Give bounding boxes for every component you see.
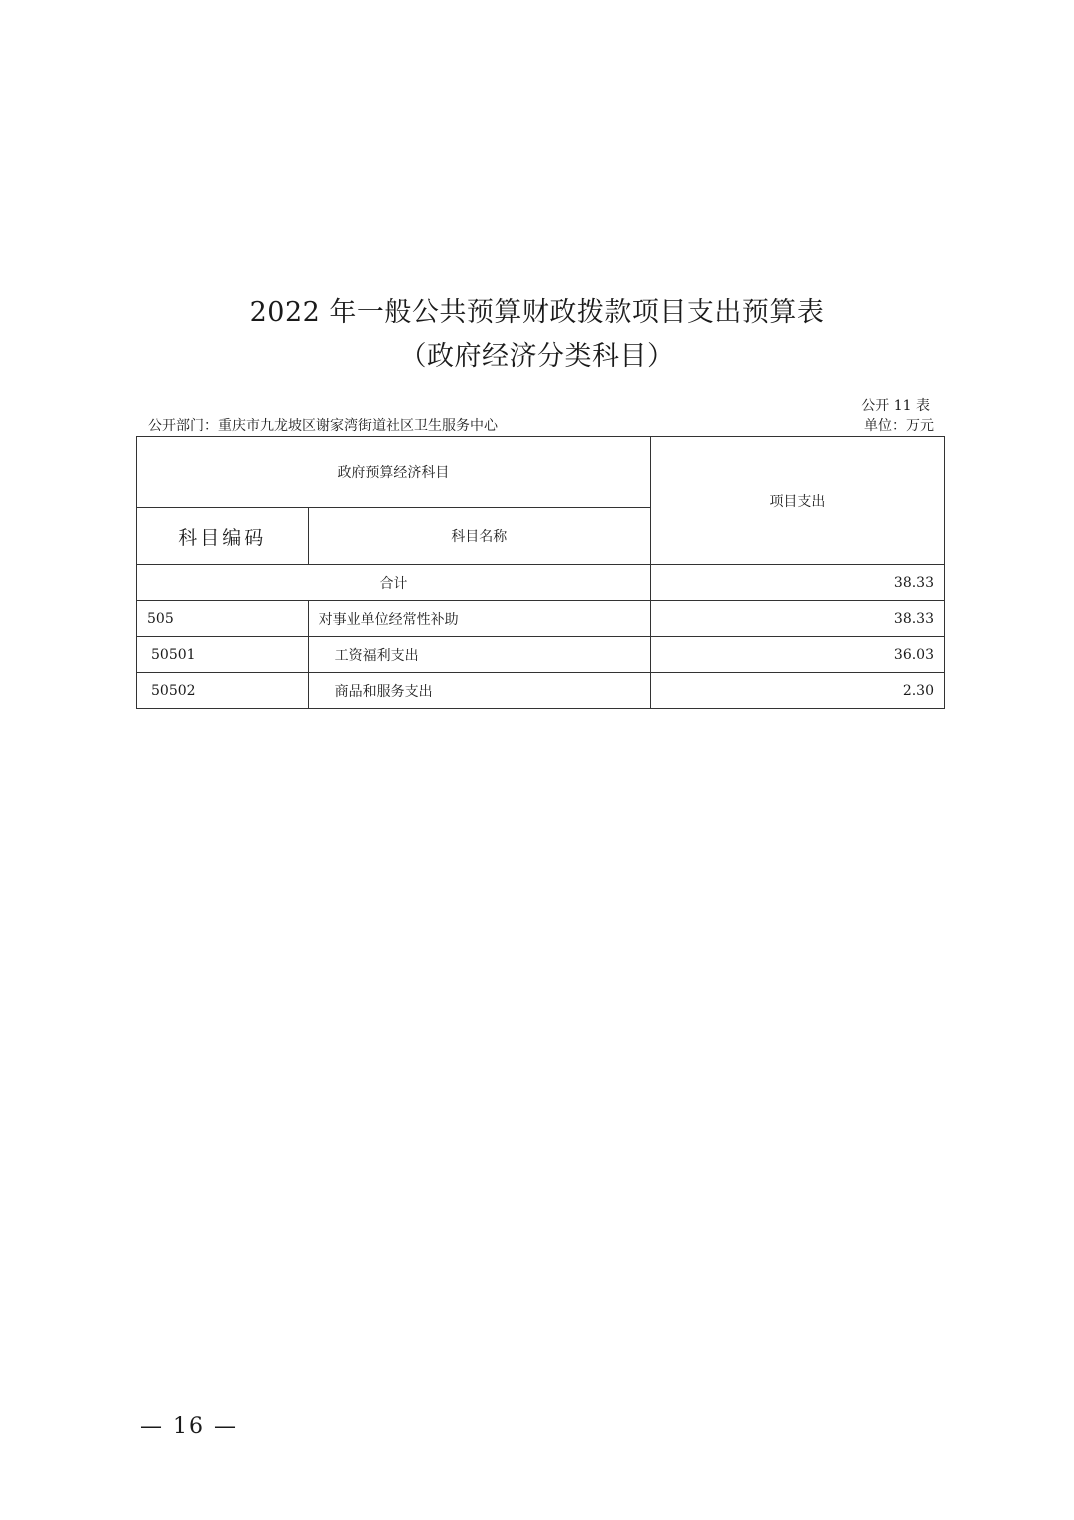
row-code: 505 [137,601,309,637]
table-row [137,673,945,709]
unit-label: 单位：万元 [864,418,934,434]
header-project-expenditure: 项目支出 [650,437,944,565]
header-economic-category: 政府预算经济科目 [137,437,651,508]
total-row [137,565,945,601]
row-code: 50501 [137,637,309,673]
total-amount: 38.33 [650,565,944,601]
row-code: 50502 [137,673,309,709]
row-name: 工资福利支出 [308,637,650,673]
row-amount: 38.33 [650,601,944,637]
row-name: 商品和服务支出 [308,673,650,709]
total-label: 合计 [137,565,651,601]
page-title: 2022 年一般公共预算财政拨款项目支出预算表 [249,297,825,328]
table-header-row [137,437,945,508]
table-row [137,637,945,673]
page-subtitle: （政府经济分类科目） [399,341,675,372]
row-amount: 36.03 [650,637,944,673]
department-label: 公开部门：重庆市九龙坡区谢家湾街道社区卫生服务中心 [148,418,498,434]
row-amount: 2.30 [650,673,944,709]
header-subject-name: 科目名称 [308,508,650,565]
row-name: 对事业单位经常性补助 [308,601,650,637]
budget-table [136,436,945,709]
table-row [137,601,945,637]
page-number: — 16 — [140,1414,238,1439]
table-number: 公开 11 表 [861,398,930,414]
header-subject-code: 科目编码 [137,508,309,565]
